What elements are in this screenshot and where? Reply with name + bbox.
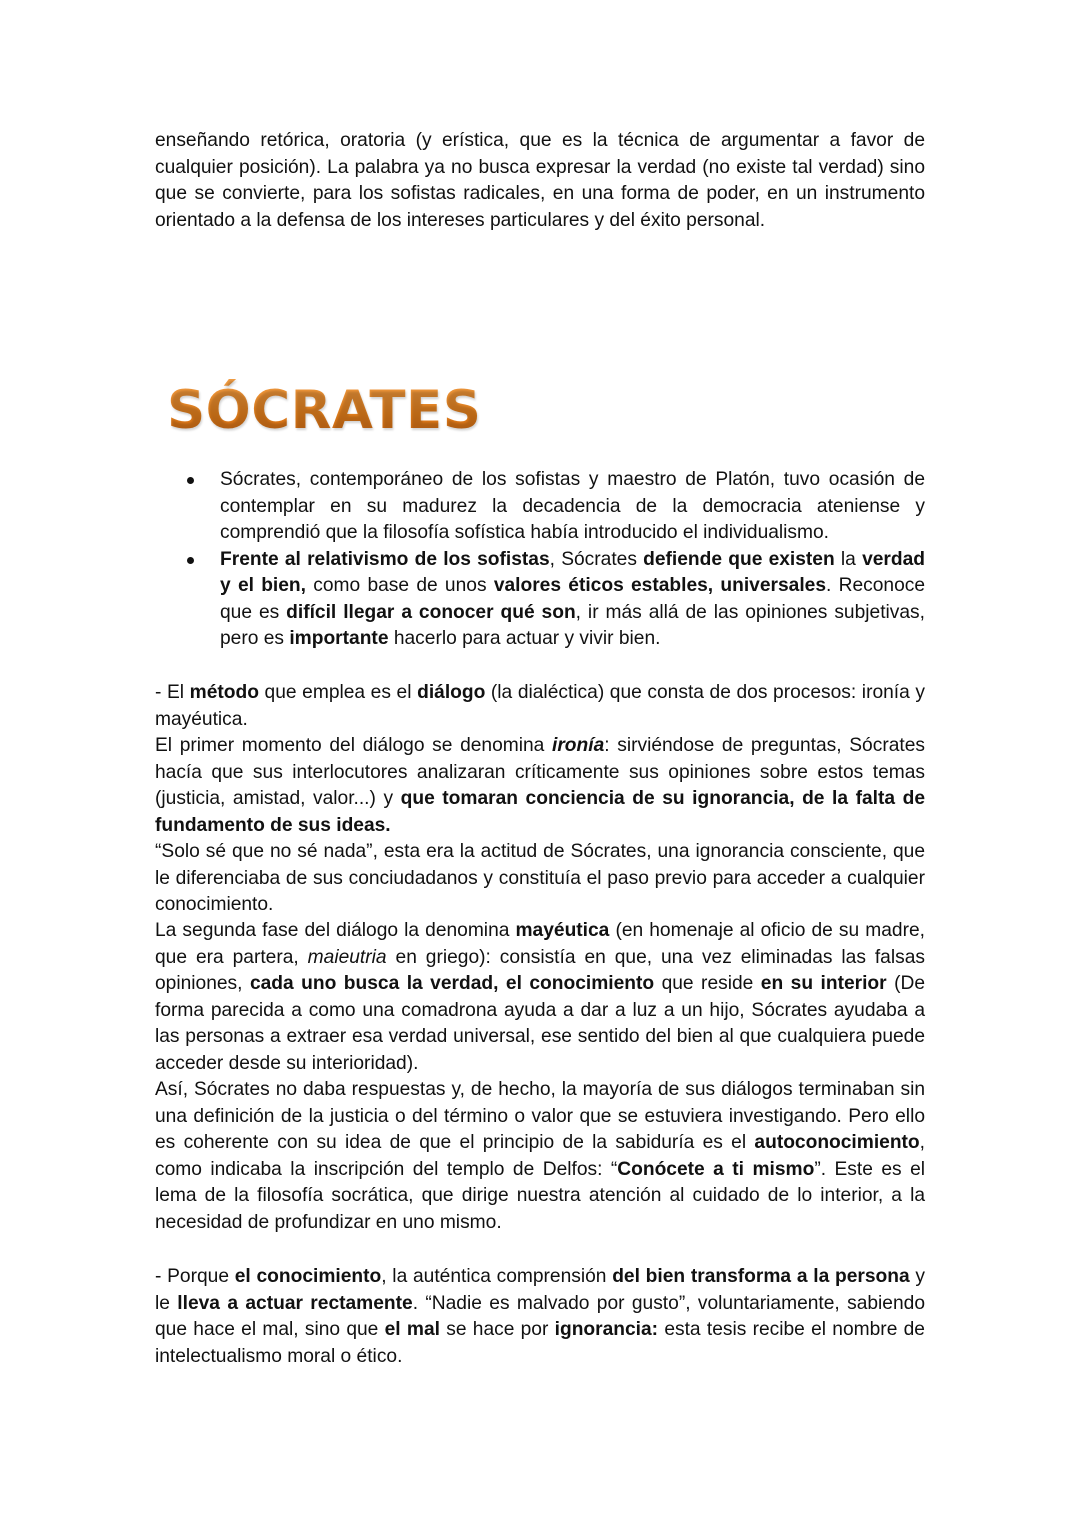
bold-run: diálogo	[417, 682, 486, 703]
bullet-icon	[187, 557, 194, 564]
bullet-bold-text: Frente al relativismo de los sofistas	[220, 548, 550, 570]
bullet-text: como base de unos	[305, 575, 494, 596]
bold-run: en su interior	[760, 973, 887, 994]
intro-text: enseñando retórica, oratoria (y erística, que es la técnica de argumentar a favor de cualquier posición). La palabra ya no busca expresar la verdad (no existe tal verdad) sino que se convierte, para los sofistas radicales, en una forma de poder, en un instrumento orientado a la defensa de los intereses particulares y del éxito personal.	[155, 130, 925, 231]
method-paragraph	[155, 680, 925, 733]
text-run: que reside	[654, 973, 761, 994]
bullet-bold-text: verdad y el bien,	[220, 548, 925, 596]
section-title: SÓCRATES	[167, 376, 481, 446]
bold-run: ignorancia:	[554, 1319, 659, 1340]
intellectualism-paragraph	[155, 1264, 925, 1370]
bold-run: Conócete a ti mismo	[617, 1158, 815, 1180]
bold-run: que tomaran conciencia de su ignorancia, de la falta de fundamento de sus ideas.	[155, 788, 925, 836]
text-run: - Porque	[155, 1266, 235, 1287]
text-run: La segunda fase del diálogo la denomina	[155, 920, 516, 941]
bold-run: del bien transforma a la persona	[612, 1266, 910, 1287]
bullet-text: Sócrates, contemporáneo de los sofistas y maestro de Platón, tuvo ocasión de contemplar en su madurez la decadencia de la democracia ateniense y comprendió que la filosofía sofística había introducido el individualismo.	[220, 469, 925, 543]
bullet-icon	[187, 477, 194, 484]
text-run: . “Nadie es malvado por gusto”, voluntariamente, sabiendo que hace el mal, sino que	[155, 1292, 925, 1340]
bullet-bold-text: importante	[289, 628, 389, 649]
bullet-text: . Reconoce que es	[220, 575, 925, 623]
list-item	[155, 547, 925, 653]
irony-paragraph	[155, 733, 925, 839]
bold-run: autoconocimiento	[754, 1132, 920, 1153]
text-run: se hace por	[439, 1319, 555, 1340]
italic-run: maieutria	[307, 946, 387, 968]
text-run: que emplea es el	[258, 682, 418, 703]
text-run: Así, Sócrates no daba respuestas y, de hecho, la mayoría de sus diálogos terminaban sin una definición de la justicia o del término o valor que se estuviera investigando. Pero ello es coherente con su idea de que el principio de la sabiduría es el	[155, 1079, 925, 1153]
text-run: : sirviéndose de preguntas, Sócrates hacía que sus interlocutores analizaran críticamente sus opiniones sobre estos temas (justicia, amistad, valor...) y	[155, 735, 925, 809]
text-run: “Solo sé que no sé nada”, esta era la actitud de Sócrates, una ignorancia consciente, que le diferenciaba de sus conciudadanos y constituía el paso previo para acceder a cualquier conocimiento.	[155, 841, 925, 915]
text-run: esta tesis recibe el nombre de intelectualismo moral o ético.	[155, 1319, 925, 1367]
bullet-bold-text: defiende que existen	[643, 548, 835, 570]
bullet-text: la	[834, 548, 863, 570]
bold-run: lleva a actuar rectamente	[177, 1292, 413, 1314]
bold-italic-run: ironía	[552, 735, 605, 756]
self-knowledge-paragraph	[155, 1077, 925, 1236]
maieutics-paragraph	[155, 918, 925, 1077]
bold-run: el conocimiento	[234, 1266, 382, 1287]
bullet-text: , Sócrates	[549, 548, 644, 570]
bullet-text: , ir más allá de las opiniones subjetivas, pero es	[220, 601, 925, 649]
bold-run: cada uno busca la verdad, el conocimiento	[249, 973, 655, 994]
text-run: - El	[155, 682, 190, 703]
bullet-bold-text: difícil llegar a conocer qué son	[286, 601, 576, 623]
text-run: en griego): consistía en que, una vez eliminadas las falsas opiniones,	[155, 946, 925, 994]
text-run: ”. Este es el lema de la filosofía socrática, que dirige nuestra atención al cuidado de lo interior, a la necesidad de profundizar en uno mismo.	[155, 1158, 925, 1233]
bold-run: el mal	[384, 1319, 440, 1340]
text-run: , la auténtica comprensión	[381, 1266, 613, 1287]
bold-run: mayéutica	[515, 920, 610, 941]
bullet-text: hacerlo para actuar y vivir bien.	[388, 628, 661, 649]
quote-paragraph	[155, 839, 925, 919]
text-run: y le	[155, 1266, 925, 1314]
text-run: (la dialéctica) que consta de dos procesos: ironía y mayéutica.	[155, 682, 925, 730]
bullet-bold-text: valores éticos estables, universales	[493, 575, 826, 596]
intro-paragraph	[155, 128, 925, 234]
text-run: El primer momento del diálogo se denomina	[155, 735, 552, 756]
text-run: (en homenaje al oficio de su madre, que era partera,	[155, 920, 925, 968]
list-item	[155, 467, 925, 547]
text-run: , como indicaba la inscripción del templo de Delfos: “	[155, 1132, 925, 1180]
bold-run: método	[189, 682, 259, 703]
key-points-list	[155, 467, 925, 653]
text-run: (De forma parecida a como una comadrona ayuda a dar a luz a un hijo, Sócrates ayudaba a las personas a extraer esa verdad universal, ese sentido del bien al que cualquiera puede acceder desde su interioridad).	[155, 973, 926, 1074]
